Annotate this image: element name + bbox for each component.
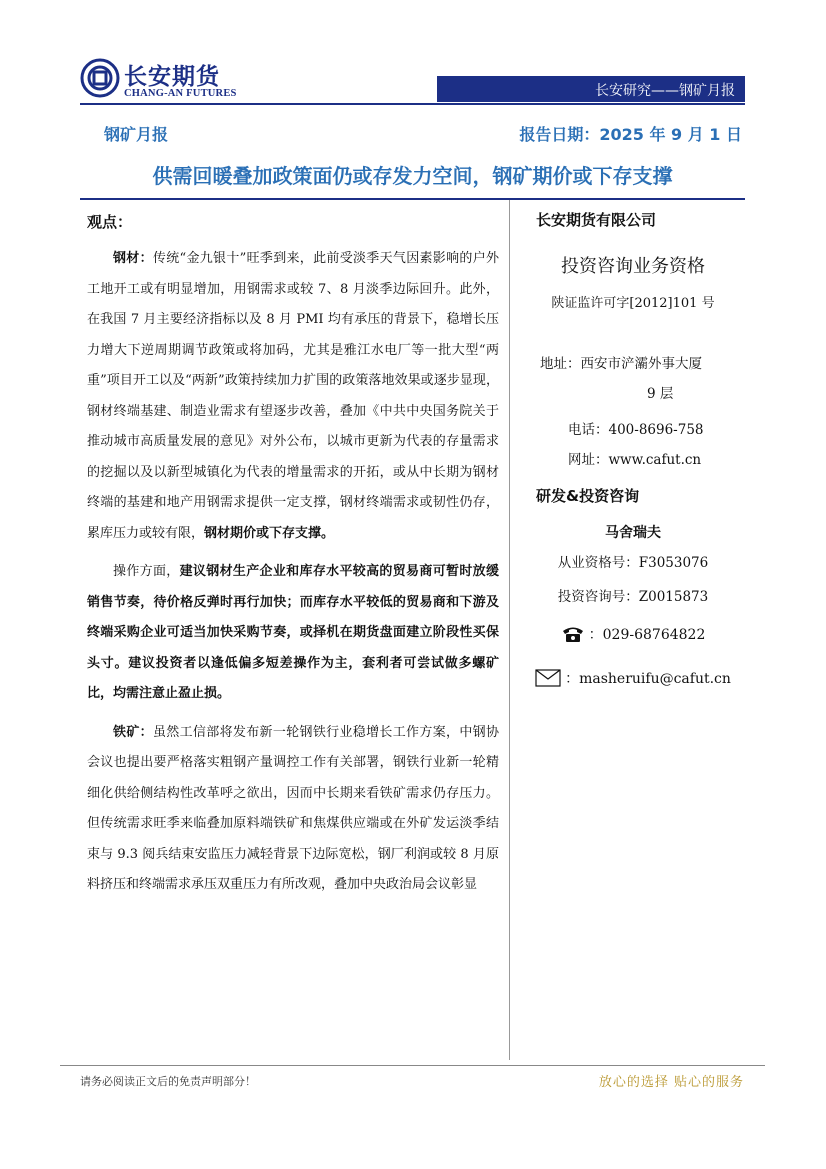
header-band bbox=[437, 76, 745, 102]
operation-paragraph bbox=[87, 557, 499, 710]
practice-certificate: 从业资格号：F3053076 bbox=[557, 555, 709, 571]
report-date: 报告日期：2025 年 9 月 1 日 bbox=[519, 125, 742, 144]
license-number: 陕证监许可字[2012]101 号 bbox=[551, 296, 715, 311]
logo-emblem-icon bbox=[80, 58, 120, 98]
report-title: 供需回暖叠加政策面仍或存发力空间，钢矿期价或下存支撑 bbox=[152, 164, 673, 188]
company-address bbox=[520, 349, 746, 409]
steel-conclusion: 钢材期价或下存支撑。 bbox=[204, 525, 335, 541]
qualification: 投资咨询业务资格 bbox=[561, 256, 705, 277]
analyst-phone-row bbox=[520, 620, 746, 648]
report-type: 钢矿月报 bbox=[104, 125, 169, 144]
operation-lead: 操作方面， bbox=[113, 564, 180, 579]
company-logo bbox=[80, 58, 237, 104]
address-line-1: 地址：西安市浐灞外事大厦 bbox=[540, 356, 702, 372]
iron-ore-lead: 铁矿： bbox=[113, 724, 153, 740]
analyst-email[interactable]: ：masheruifu@cafut.cn bbox=[565, 671, 731, 687]
company-phone: 电话：400-8696-758 bbox=[568, 422, 704, 438]
iron-ore-paragraph bbox=[87, 718, 499, 901]
title-divider bbox=[80, 198, 745, 200]
steel-lead: 钢材： bbox=[113, 251, 153, 266]
company-name: 长安期货有限公司 bbox=[536, 211, 657, 229]
viewpoint-column bbox=[87, 205, 499, 909]
analyst-phone: ：029-68764822 bbox=[588, 627, 706, 643]
header-divider bbox=[80, 103, 745, 105]
company-website[interactable]: 网址：www.cafut.cn bbox=[568, 452, 702, 468]
analyst-email-row bbox=[520, 664, 746, 692]
iron-ore-body: 虽然工信部将发布新一轮钢铁行业稳增长工作方案，中钢协会议也提出要严格落实粗钢产量调控工作有关部署，钢铁行业新一轮精细化供给侧结构性改革呼之欲出，因而中长期来看铁矿需求仍存压力。但传统需求旺季来临叠加原料端铁矿和焦煤供应端或在外矿发运淡季结束与 9.3 阅兵结束安监压力减轻背景下边际宽松，钢厂利润或较 8 月原料挤压和终端需求承压双重压力有所改观，叠加中央政治局会议彰显 bbox=[87, 724, 499, 892]
telephone-icon bbox=[561, 625, 585, 643]
envelope-icon bbox=[535, 669, 561, 687]
steel-paragraph bbox=[87, 244, 499, 549]
logo-english-name: CHANG-AN FUTURES bbox=[124, 88, 237, 99]
rd-heading: 研发&投资咨询 bbox=[536, 487, 640, 505]
analyst-name: 马舍瑞夫 bbox=[605, 525, 661, 541]
consulting-certificate: 投资咨询号：Z0015873 bbox=[557, 589, 709, 605]
logo-chinese-name: 长安期货 bbox=[124, 64, 220, 90]
steel-body: 传统“金九银十”旺季到来，此前受淡季天气因素影响的户外工地开工或有明显增加，用钢需求或较 7、8 月淡季边际回升。此外，在我国 7 月主要经济指标以及 8 月 PMI 均有承压的背景下，稳增长压力增大下逆周期调节政策或将加码，尤其是雅江水电厂等一批大型“两重”项目开工以及“两新”政策持续加力扩围的政策落地效果或逐步显现，钢材终端基建、制造业需求有望逐步改善，叠加《中共中央国务院关于推动城市高质量发展的意见》对外公布，以城市更新为代表的存量需求的挖掘以及以新型城镇化为代表的增量需求的开拓，或从中长期为钢材终端的基建和地产用钢需求提供一定支撑，钢材终端需求或韧性仍存，累库压力或较有限， bbox=[87, 251, 499, 541]
operation-advice: 建议钢材生产企业和库存水平较高的贸易商可暂时放缓销售节奏，待价格反弹时再行加快；而库存水平较低的贸易商和下游及终端采购企业可适当加快采购节奏，或择机在期货盘面建立阶段性买保头寸。建议投资者以逢低偏多短差操作为主，套利者可尝试做多螺矿比，均需注意止盈止损。 bbox=[87, 564, 499, 701]
header-band-text: 长安研究——钢矿月报 bbox=[595, 83, 735, 99]
company-slogan: 放心的选择 贴心的服务 bbox=[598, 1075, 744, 1090]
address-line-2: 9 层 bbox=[647, 386, 674, 402]
company-info-column bbox=[520, 205, 746, 692]
column-divider bbox=[509, 200, 510, 1060]
disclaimer-notice: 请务必阅读正文后的免责声明部分！ bbox=[80, 1075, 256, 1088]
viewpoint-heading: 观点： bbox=[87, 213, 133, 231]
footer-divider bbox=[60, 1065, 765, 1066]
